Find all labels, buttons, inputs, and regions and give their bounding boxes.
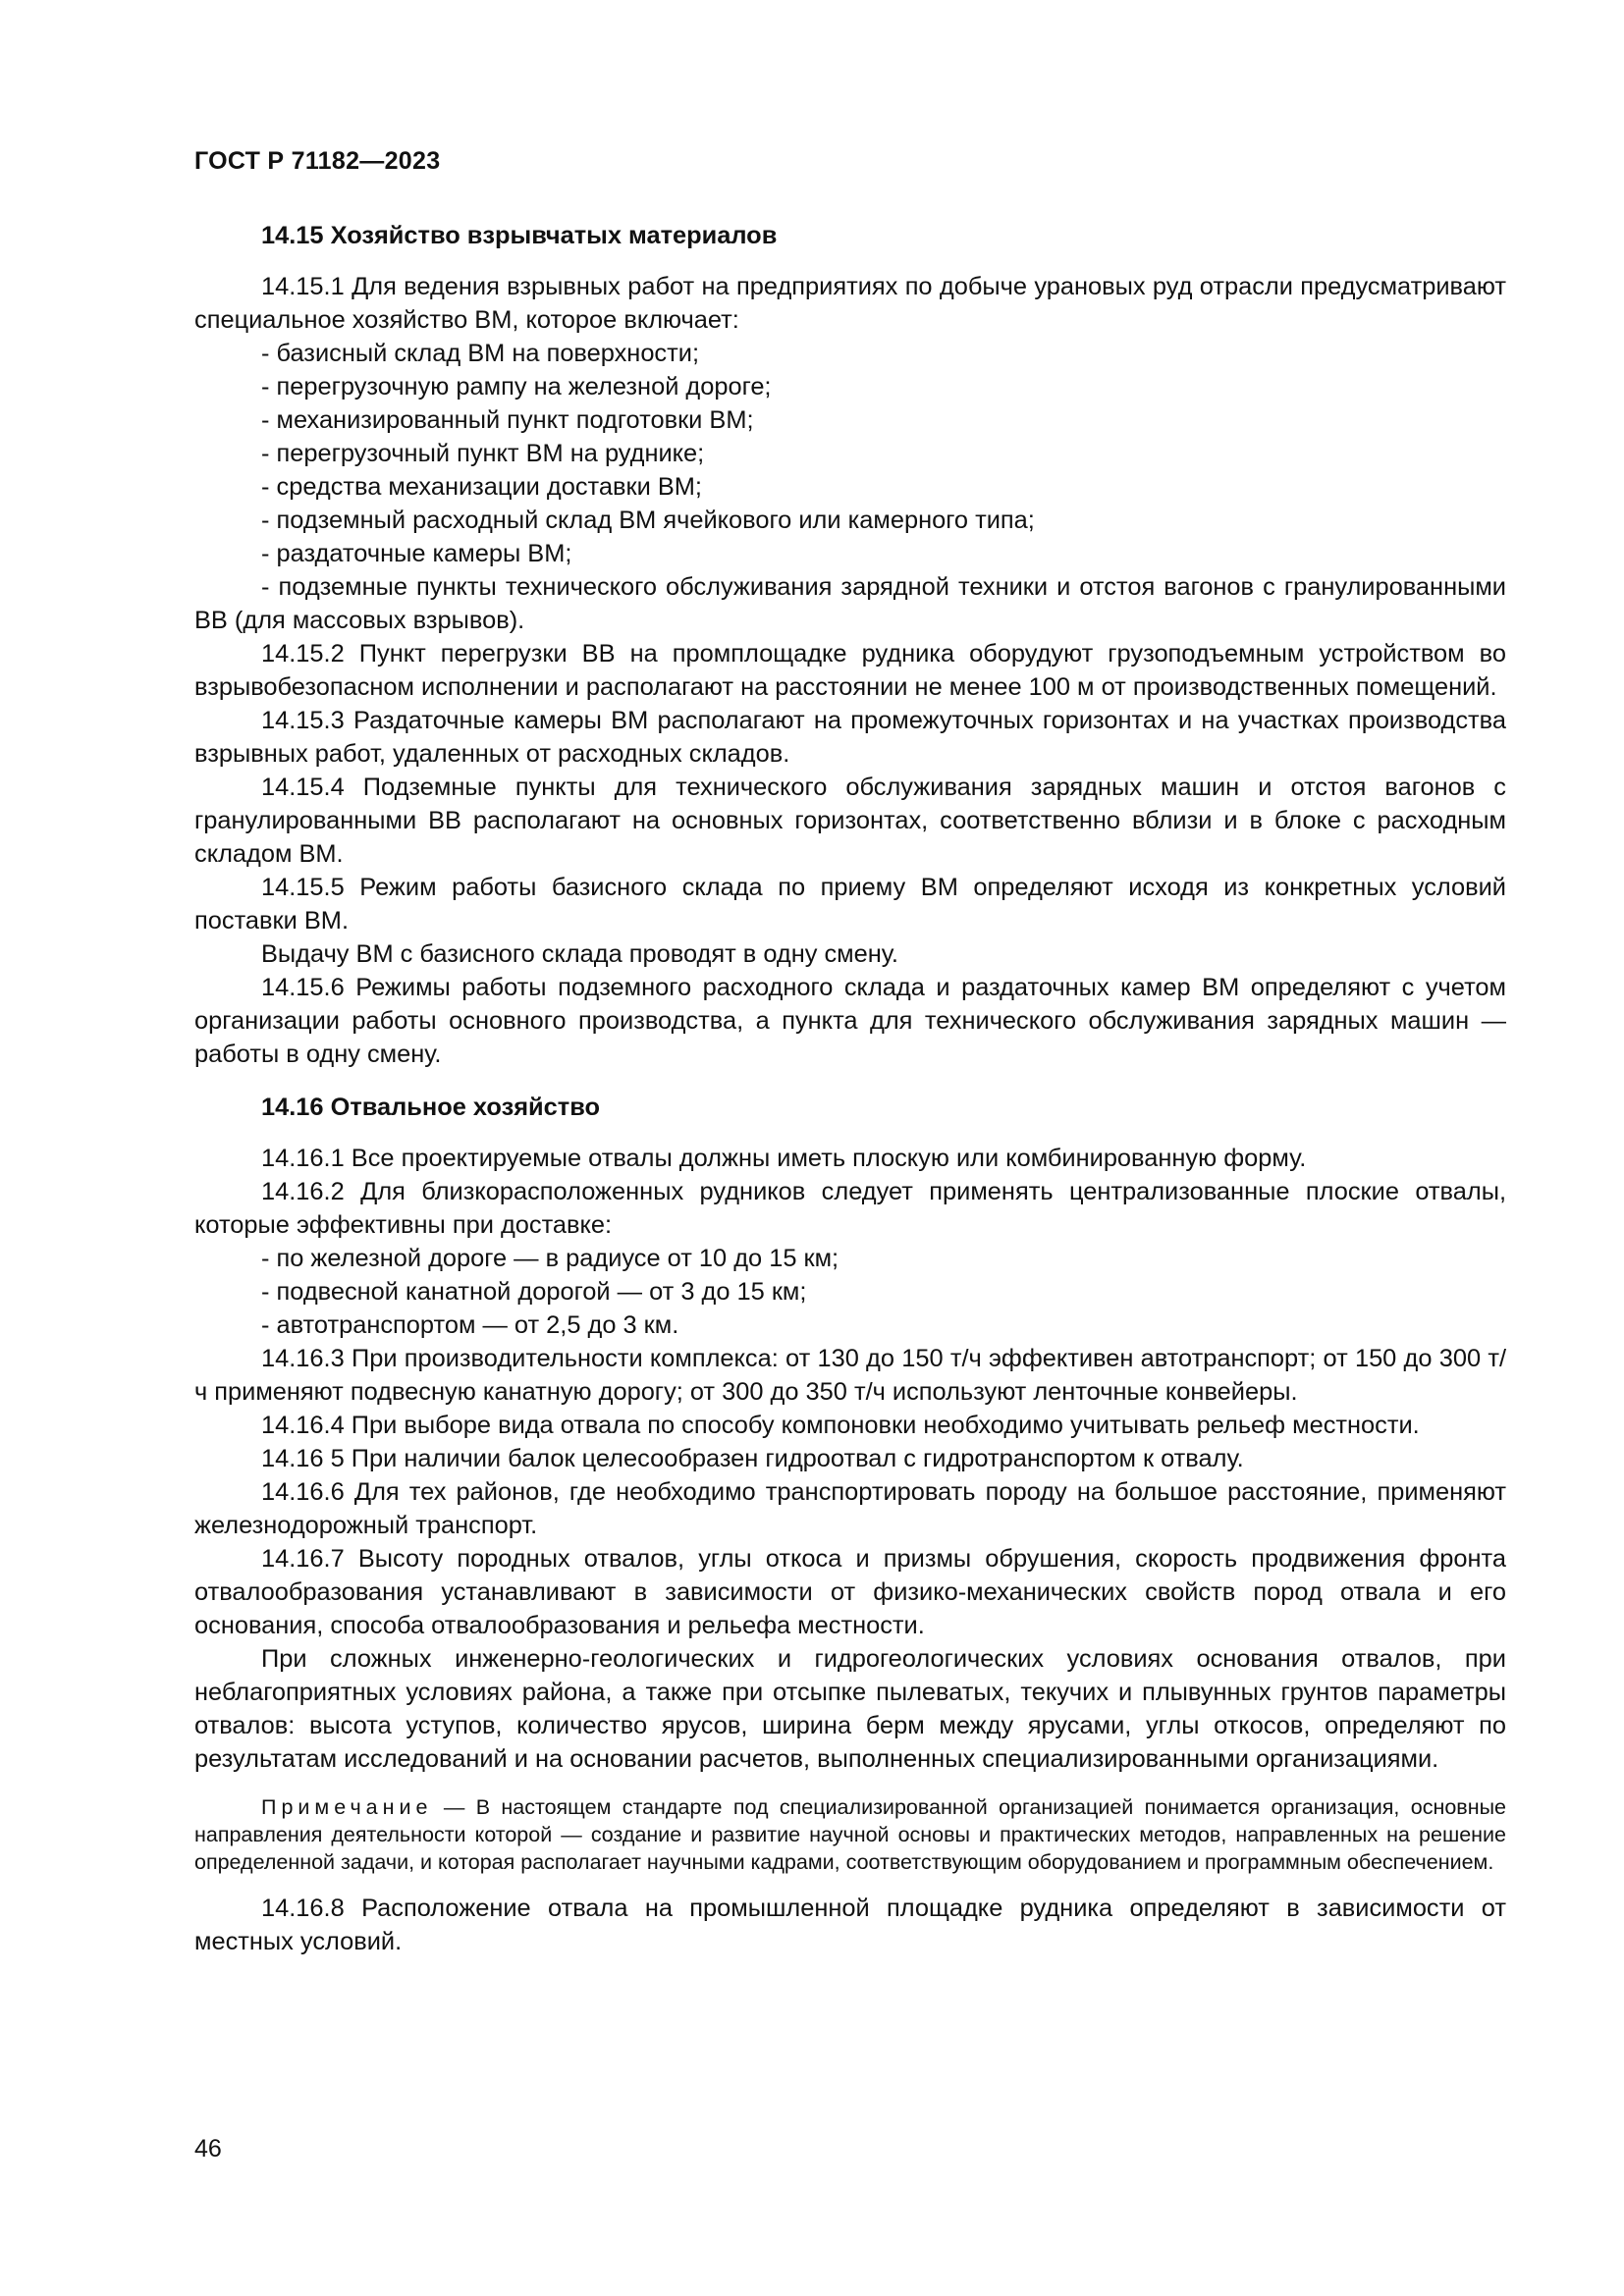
paragraph-14-16-8: 14.16.8 Расположение отвала на промышленной площадке рудника определяют в зависимости от местных условий. bbox=[194, 1895, 1506, 1955]
note bbox=[194, 1793, 1506, 1876]
list-item: - по железной дороге — в радиусе от 10 до 15 км; bbox=[261, 1245, 839, 1272]
paragraph-14-16-3: 14.16.3 При производительности комплекса: от 130 до 150 т/ч эффективен автотранспорт; от 150 до 300 т/ч применяют подвесную канатную дорогу; от 300 до 350 т/ч используют ленточные конвейеры. bbox=[194, 1345, 1506, 1406]
page-number: 46 bbox=[194, 2135, 222, 2163]
list-item: - автотранспортом — от 2,5 до 3 км. bbox=[261, 1311, 679, 1339]
paragraph-14-16-1: 14.16.1 Все проектируемые отвалы должны иметь плоскую или комбинированную форму. bbox=[261, 1145, 1307, 1172]
paragraph-14-15-4: 14.15.4 Подземные пункты для технического обслуживания зарядных машин и отстоя вагонов с гранулированными ВВ располагают на основных горизонтах, соответственно вблизи и в блоке с расходным складом ВМ. bbox=[194, 774, 1506, 868]
paragraph-14-16-4: 14.16.4 При выборе вида отвала по способу компоновки необходимо учитывать рельеф местности. bbox=[261, 1412, 1420, 1439]
document-header: ГОСТ Р 71182—2023 bbox=[194, 147, 441, 175]
list-item: - подземный расходный склад ВМ ячейкового или камерного типа; bbox=[261, 507, 1035, 534]
document-body bbox=[194, 219, 1506, 1958]
paragraph-14-15-1: 14.15.1 Для ведения взрывных работ на предприятиях по добыче урановых руд отрасли предусматривают специальное хозяйство ВМ, которое включает: bbox=[194, 273, 1506, 334]
section-heading-14-16: 14.16 Отвальное хозяйство bbox=[261, 1094, 600, 1121]
paragraph-14-16-7: 14.16.7 Высоту породных отвалов, углы откоса и призмы обрушения, скорость продвижения фронта отвалообразования устанавливают в зависимости от физико-механических свойств пород отвала и его основания, способа отвалообразования и рельефа местности. bbox=[194, 1545, 1506, 1639]
paragraph-14-15-5b: Выдачу ВМ с базисного склада проводят в одну смену. bbox=[261, 940, 898, 968]
list-item: - средства механизации доставки ВМ; bbox=[261, 473, 702, 501]
list-item: - перегрузочный пункт ВМ на руднике; bbox=[261, 440, 705, 467]
note-text: — В настоящем стандарте под специализированной организацией понимается организация, основные направления деятельности которой — создание и развитие научной основы и практических методов, направленных на решение определенной задачи, и которая располагает научными кадрами, соответствующим оборудованием и программным обеспечением. bbox=[194, 1795, 1506, 1874]
paragraph-14-16-2: 14.16.2 Для близкорасположенных рудников следует применять централизованные плоские отвалы, которые эффективны при доставке: bbox=[194, 1178, 1506, 1239]
paragraph-14-16-5: 14.16 5 При наличии балок целесообразен гидроотвал с гидротранспортом к отвалу. bbox=[261, 1445, 1244, 1472]
note-label: Примечание bbox=[261, 1795, 433, 1819]
list-item: - перегрузочную рампу на железной дороге; bbox=[261, 373, 772, 400]
list-item: - механизированный пункт подготовки ВМ; bbox=[261, 406, 754, 434]
paragraph-14-15-2: 14.15.2 Пункт перегрузки ВВ на промплощадке рудника оборудуют грузоподъемным устройством во взрывобезопасном исполнении и располагают на расстоянии не менее 100 м от производственных помещений. bbox=[194, 640, 1506, 701]
section-heading-14-15: 14.15 Хозяйство взрывчатых материалов bbox=[261, 222, 778, 249]
paragraph-14-16-7b: При сложных инженерно-геологических и гидрогеологических условиях основания отвалов, при неблагоприятных условиях района, а также при отсыпке пылеватых, текучих и плывунных грунтов параметры отвалов: высота уступов, количество ярусов, ширина берм между ярусами, углы откосов, определяют по результатам исследований и на основании расчетов, выполненных специализированными организациями. bbox=[194, 1645, 1506, 1773]
list-item: - подвесной канатной дорогой — от 3 до 15 км; bbox=[261, 1278, 807, 1306]
list-item: - подземные пункты технического обслуживания зарядной техники и отстоя вагонов с гранулированными ВВ (для массовых взрывов). bbox=[194, 573, 1506, 634]
paragraph-14-15-3: 14.15.3 Раздаточные камеры ВМ располагают на промежуточных горизонтах и на участках производства взрывных работ, удаленных от расходных складов. bbox=[194, 707, 1506, 768]
list-item: - раздаточные камеры ВМ; bbox=[261, 540, 572, 567]
paragraph-14-16-6: 14.16.6 Для тех районов, где необходимо транспортировать породу на большое расстояние, применяют железнодорожный транспорт. bbox=[194, 1478, 1506, 1539]
paragraph-14-15-5: 14.15.5 Режим работы базисного склада по приему ВМ определяют исходя из конкретных условий поставки ВМ. bbox=[194, 874, 1506, 934]
list-item: - базисный склад ВМ на поверхности; bbox=[261, 340, 699, 367]
paragraph-14-15-6: 14.15.6 Режимы работы подземного расходного склада и раздаточных камер ВМ определяют с учетом организации работы основного производства, а пункта для технического обслуживания зарядных машин — работы в одну смену. bbox=[194, 974, 1506, 1068]
